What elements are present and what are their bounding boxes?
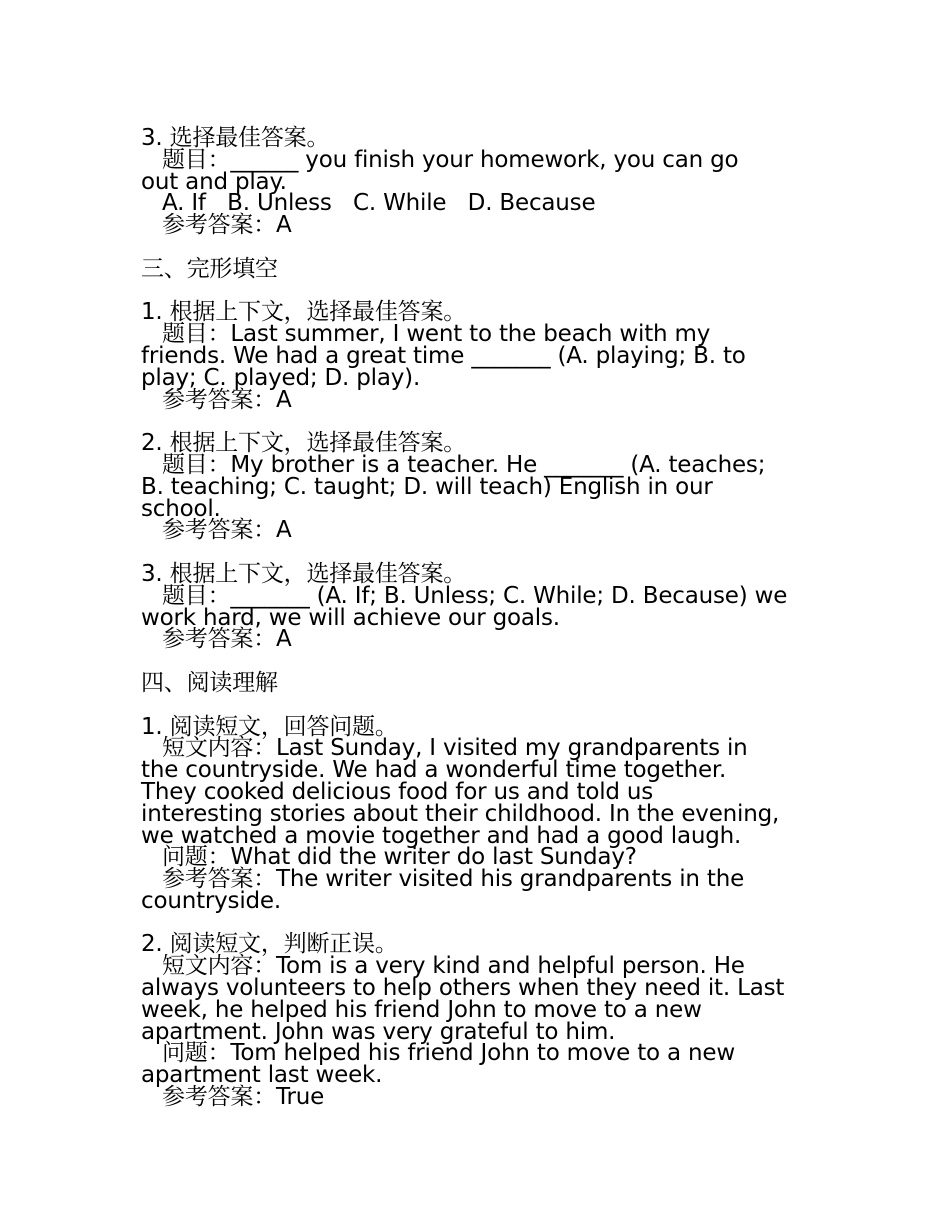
- question-prompt-continued: apartment last week.: [141, 1062, 383, 1089]
- question-stem: 题目：My brother is a teacher. He _______ (A. teaches;: [162, 451, 766, 478]
- passage-text: 短文内容：Last Sunday, I visited my grandparents in: [162, 735, 748, 762]
- question-options: A. If B. Unless C. While D. Because: [162, 190, 596, 217]
- question-stem-continued: out and play.: [141, 168, 287, 195]
- question-item: [141, 560, 821, 653]
- question-item: [141, 430, 821, 544]
- reference-answer: 参考答案：A: [162, 626, 292, 653]
- question-stem-continued: work hard, we will achieve our goals.: [141, 604, 560, 631]
- question-prompt: 问题：Tom helped his friend John to move to a new: [162, 1040, 735, 1067]
- question-item: [141, 713, 821, 914]
- question-stem-continued: school.: [141, 495, 221, 522]
- question-stem-continued: B. teaching; C. taught; D. will teach) English in our: [141, 473, 713, 500]
- passage-text: we watched a movie together and had a good laugh.: [141, 822, 742, 849]
- passage-text: apartment. John was very grateful to him.: [141, 1018, 616, 1045]
- section-cloze: [141, 255, 821, 653]
- section-reading: [141, 669, 821, 1111]
- question-title: 2. 阅读短文，判断正误。: [141, 931, 398, 958]
- question-prompt: 问题：What did the writer do last Sunday?: [162, 844, 637, 871]
- reference-answer: 参考答案：The writer visited his grandparents in the: [162, 866, 745, 893]
- reference-answer: 参考答案：A: [162, 386, 292, 413]
- section-heading: 四、阅读理解: [141, 669, 278, 696]
- question-stem: 题目：_______ (A. If; B. Unless; C. While; D. Because) we: [162, 582, 788, 609]
- question-title: 2. 根据上下文，选择最佳答案。: [141, 430, 467, 457]
- question-item: [141, 931, 821, 1111]
- reference-answer: 参考答案：True: [162, 1084, 325, 1111]
- passage-text: always volunteers to help others when they need it. Last: [141, 975, 785, 1002]
- passage-text: the countryside. We had a wonderful time together.: [141, 757, 727, 784]
- reference-answer: 参考答案：A: [162, 517, 292, 544]
- question-item: [141, 299, 821, 413]
- question-title: 1. 阅读短文，回答问题。: [141, 713, 398, 740]
- reference-answer: 参考答案：A: [162, 212, 292, 239]
- question-stem-continued: friends. We had a great time _______ (A. playing; B. to: [141, 342, 746, 369]
- passage-text: interesting stories about their childhood. In the evening,: [141, 800, 780, 827]
- reference-answer-continued: countryside.: [141, 887, 281, 914]
- question-title: 3. 选择最佳答案。: [141, 125, 330, 151]
- question-stem: 题目：______ you finish your homework, you can go: [162, 146, 739, 173]
- section-heading: 三、完形填空: [141, 255, 278, 282]
- question-title: 3. 根据上下文，选择最佳答案。: [141, 560, 467, 587]
- passage-text: 短文内容：Tom is a very kind and helpful person. He: [162, 953, 745, 980]
- question-item: [141, 125, 821, 239]
- question-stem: 题目：Last summer, I went to the beach with my: [162, 321, 711, 348]
- section-choice: [141, 125, 821, 239]
- question-stem-continued: play; C. played; D. play).: [141, 364, 421, 391]
- passage-text: week, he helped his friend John to move to a new: [141, 996, 702, 1023]
- document-page: [141, 125, 821, 1131]
- question-title: 1. 根据上下文，选择最佳答案。: [141, 299, 467, 326]
- passage-text: They cooked delicious food for us and told us: [141, 778, 654, 805]
